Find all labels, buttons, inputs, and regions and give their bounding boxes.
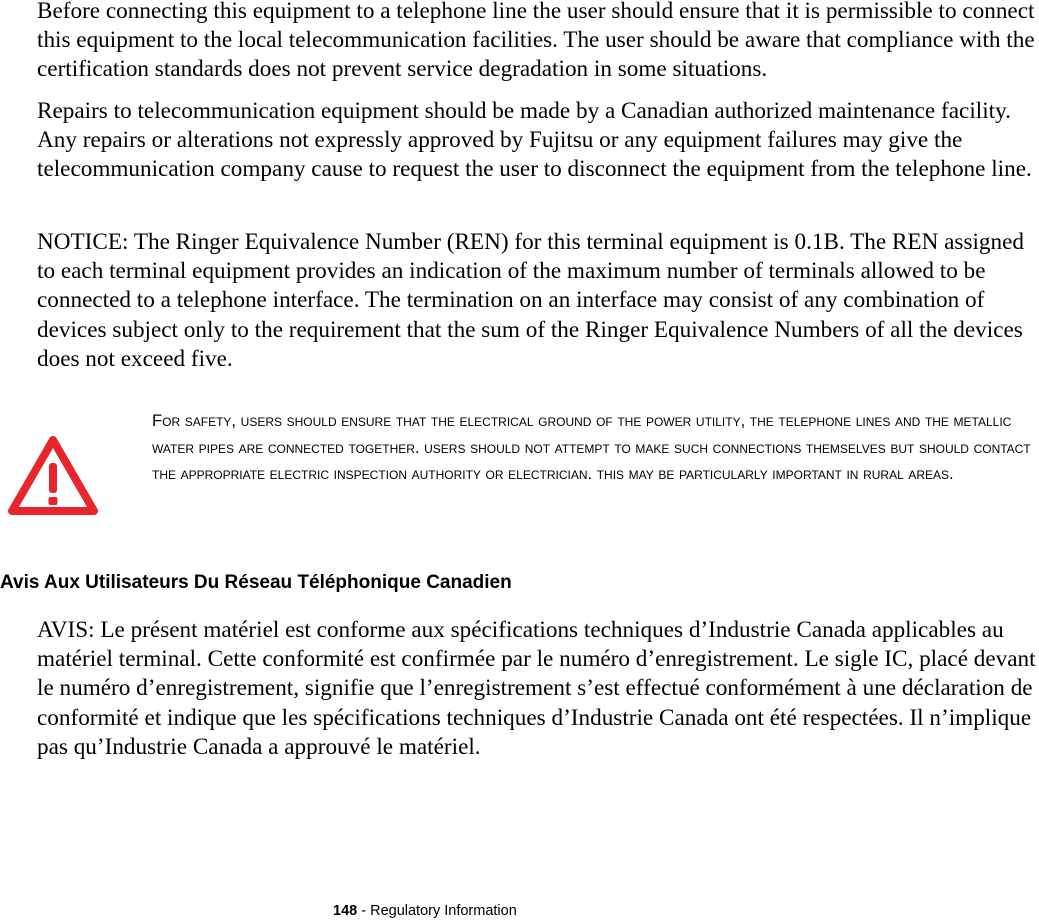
page-number: 148: [333, 903, 358, 919]
ren-notice-paragraph: NOTICE: The Ringer Equivalence Number (REN) for this terminal equipment is 0.1B. The REN assigned to each terminal equipment provides an indication of the maximum number of terminals allowed to be connected to a telephone interface. The termination on an interface may consist of any combination of devices subject only to the requirement that the sum of the Ringer Equivalence Numbers of all the devices does not exceed five.: [37, 229, 1024, 372]
exclamation-dot: [49, 497, 58, 505]
footer-separator: -: [357, 903, 371, 919]
exclamation-bar: [49, 463, 57, 493]
repairs-paragraph: Repairs to telecommunication equipment should be made by a Canadian authorized maintenance facility. Any repairs or alterations not expressly approved by Fujitsu or any equipment failures may give the telecommunication company cause to request the user to disconnect the equipment from the telephone line.: [37, 98, 1032, 183]
french-section-heading: Avis Aux Utilisateurs Du Réseau Téléphonique Canadien: [0, 572, 512, 593]
intro-paragraph: Before connecting this equipment to a telephone line the user should ensure that it is permissible to connect this equipment to the local telecommunication facilities. The user should be aware that compliance with the certification standards does not prevent service degradation in some situations.: [37, 0, 1035, 83]
page-footer: [333, 902, 517, 920]
footer-section-title: Regulatory Information: [370, 903, 517, 919]
safety-caution-text: For safety, users should ensure that the electrical ground of the power utility, the telephone lines and the metallic water pipes are connected together. users should not attempt to make such connections themselves but should contact the appropriate electric inspection authority or electrician. this may be particularly important in rural areas.: [152, 411, 1031, 483]
french-avis-paragraph: AVIS: Le présent matériel est conforme aux spécifications techniques d’Industrie Canada applicables au matériel terminal. Cette conformité est confirmée par le numéro d’enregistrement. Le sigle IC, placé devant le numéro d’enregistrement, signifie que l’enregistrement s’est effectué conformément à une déclaration de conformité et indique que les spécifications techniques d’Industrie Canada ont été respectées. Il n’implique pas qu’Industrie Canada a approuvé le matériel.: [37, 617, 1036, 760]
warning-icon: [7, 435, 99, 517]
